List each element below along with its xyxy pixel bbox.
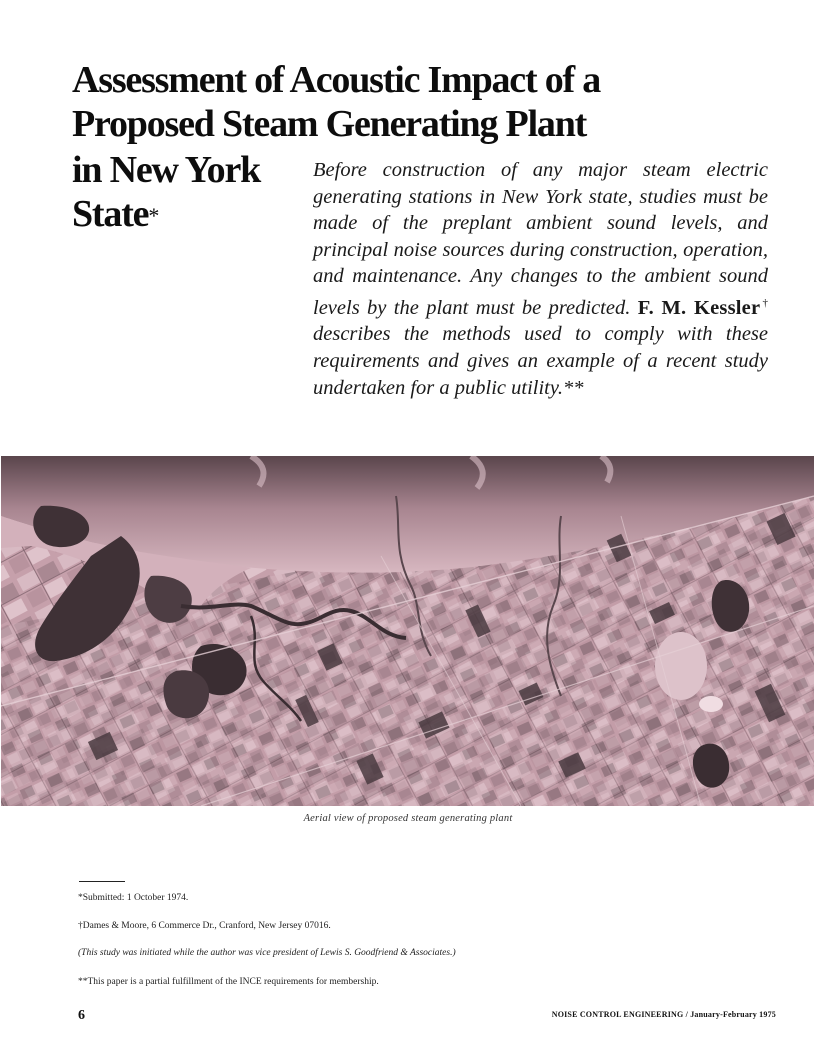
title-line-1: Assessment of Acoustic Impact of a xyxy=(72,59,601,101)
footnote-submitted: *Submitted: 1 October 1974. xyxy=(78,893,189,903)
author-footnote-marker: † xyxy=(760,296,769,309)
author-name: F. M. Kessler xyxy=(637,296,761,319)
article-title xyxy=(72,58,672,146)
article-title-continued xyxy=(72,148,302,236)
running-footer: NOISE CONTROL ENGINEERING / January-February 1975 xyxy=(551,1010,776,1019)
aerial-photo xyxy=(1,456,814,806)
title-line-3: in New York xyxy=(72,149,261,191)
footnote-divider xyxy=(79,881,125,882)
abstract xyxy=(313,157,768,401)
aerial-photo-illustration xyxy=(1,456,814,806)
title-line-2: Proposed Steam Generating Plant xyxy=(72,103,587,145)
figure-caption: Aerial view of proposed steam generating plant xyxy=(303,813,513,824)
footnote-affiliation: †Dames & Moore, 6 Commerce Dr., Cranford, New Jersey 07016. xyxy=(78,921,331,931)
footnote-note: (This study was initiated while the author was vice president of Lewis S. Goodfriend & Associates.) xyxy=(78,948,456,958)
abstract-text-1: Before construction of any major steam electric generating stations in New York state, studies must be made of the preplant ambient sound levels, and principal noise sources during construction, operation, and maintenance. Any changes to the ambient sound levels by the plant must be predicted. xyxy=(313,159,768,319)
abstract-text-2: describes the methods used to comply with these requirements and gives an example of a recent study undertaken for a public utility.** xyxy=(313,323,768,399)
footnote-membership: **This paper is a partial fulfillment of the INCE requirements for membership. xyxy=(78,977,379,987)
page-number: 6 xyxy=(78,1008,85,1023)
title-line-4: State xyxy=(72,193,149,235)
title-footnote-marker: * xyxy=(148,203,159,228)
